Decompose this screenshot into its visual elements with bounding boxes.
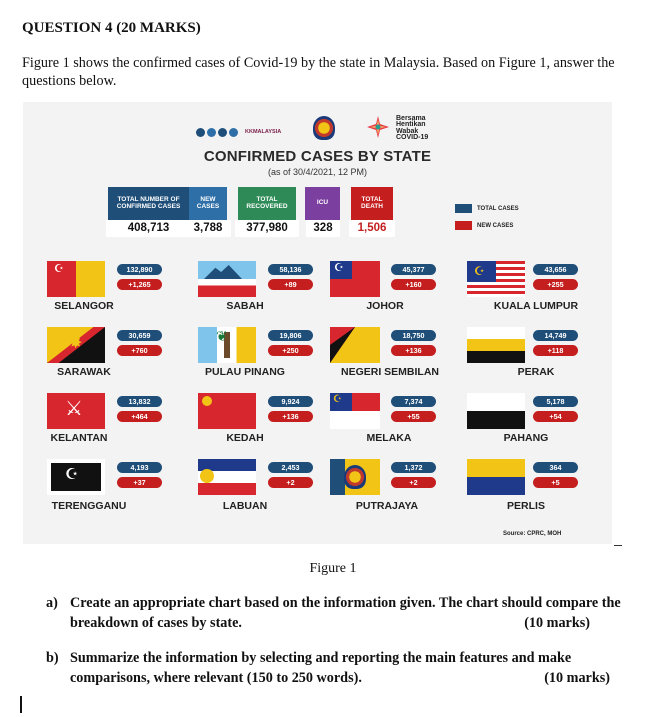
flag-kedah [198, 393, 256, 429]
legend-label-total: TOTAL CASES [477, 206, 519, 212]
state-total: 58,136 [268, 264, 313, 275]
summary-value-total: 408,713 [106, 220, 191, 237]
logo-line: Bersama [396, 115, 426, 122]
legend-label-new: NEW CASES [477, 223, 514, 229]
flag-putrajaya [330, 459, 380, 495]
state-total: 19,806 [268, 330, 313, 341]
state-new: +464 [117, 411, 162, 422]
state-total: 45,377 [391, 264, 436, 275]
state-new: +1,265 [117, 279, 162, 290]
flag-selangor: ☪ [47, 261, 105, 297]
summary-box-recovered [238, 187, 296, 220]
state-name: LABUAN [222, 500, 268, 512]
logo-line: Hentikan [396, 121, 426, 129]
social-icon [207, 128, 216, 137]
state-new: +2 [268, 477, 313, 488]
state-name: PERAK [517, 366, 555, 378]
state-new: +89 [268, 279, 313, 290]
summary-label: ICU [316, 199, 329, 207]
summary-label: TOTAL RECOVERED [246, 195, 288, 210]
social-icon [218, 128, 227, 137]
task-text: Summarize the information by selecting and reporting the main features and make comparisons, where relevant (150 to 250 words). [70, 650, 572, 686]
state-total: 14,749 [533, 330, 578, 341]
state-name: MELAKA [366, 432, 412, 444]
figure-caption: Figure 1 [309, 561, 357, 576]
task-text: Create an appropriate chart based on the information given. The chart should compare the breakdown of cases by state. [70, 595, 621, 631]
state-total: 5,178 [533, 396, 578, 407]
state-name: NEGERI SEMBILAN [340, 366, 439, 378]
state-new: +5 [533, 477, 578, 488]
summary-box-total [108, 187, 189, 220]
state-name: KEDAH [226, 432, 264, 444]
flag-perlis [467, 459, 525, 495]
question-intro: Figure 1 shows the confirmed cases of Covid-19 by the state in Malaysia. Based on Figure 1, answer the questions below. [22, 55, 615, 89]
summary-label: TOTAL DEATH [361, 195, 383, 210]
state-new: +2 [391, 477, 436, 488]
state-new: +54 [533, 411, 578, 422]
state-new: +136 [391, 345, 436, 356]
state-total: 13,832 [117, 396, 162, 407]
flag-terengganu: ☪ [47, 459, 105, 495]
flag-sarawak: ✸ [47, 327, 105, 363]
task-b [46, 648, 630, 688]
state-total: 132,890 [117, 264, 162, 275]
flag-kuala-lumpur: ☪ [467, 261, 525, 297]
state-name: TERENGGANU [51, 500, 127, 512]
summary-label: TOTAL NUMBER OF CONFIRMED CASES [116, 195, 181, 210]
social-icon [196, 128, 205, 137]
summary-box-new [189, 187, 227, 220]
state-total: 18,750 [391, 330, 436, 341]
state-name: SARAWAK [57, 366, 111, 378]
summary-value-new: 3,788 [185, 220, 231, 237]
flag-negeri-sembilan [330, 327, 380, 363]
logo-row [23, 110, 612, 150]
state-total: 1,372 [391, 462, 436, 473]
state-new: +255 [533, 279, 578, 290]
summary-label: NEW CASES [196, 195, 220, 210]
state-name: SABAH [226, 300, 264, 312]
state-name: JOHOR [366, 300, 404, 312]
state-total: 4,193 [117, 462, 162, 473]
flag-melaka: ☪ [330, 393, 380, 429]
coat-of-arms-icon [313, 116, 335, 140]
logo-line: COVID-19 [396, 134, 429, 142]
state-name: PUTRAJAYA [355, 500, 419, 512]
state-name: SELANGOR [54, 300, 114, 312]
state-name: PAHANG [503, 432, 549, 444]
source-note: Source: CPRC, MOH [503, 531, 562, 537]
task-marks: (10 marks) [544, 670, 610, 686]
state-new: +136 [268, 411, 313, 422]
state-total: 30,659 [117, 330, 162, 341]
state-total: 7,374 [391, 396, 436, 407]
summary-value-icu: 328 [306, 220, 340, 237]
state-total: 364 [533, 462, 578, 473]
state-new: +118 [533, 345, 578, 356]
legend-swatch-new [455, 221, 472, 230]
task-marks: (10 marks) [524, 615, 590, 631]
flag-johor: ☪ [330, 261, 380, 297]
social-icon [229, 128, 238, 137]
state-name: KELANTAN [50, 432, 108, 444]
task-label: a) [46, 595, 58, 611]
state-total: 2,453 [268, 462, 313, 473]
summary-value-recovered: 377,980 [235, 220, 299, 237]
state-new: +37 [117, 477, 162, 488]
flag-pulau-pinang: ❦ [198, 327, 256, 363]
state-total: 9,924 [268, 396, 313, 407]
state-total: 43,656 [533, 264, 578, 275]
state-new: +250 [268, 345, 313, 356]
covid-infographic [23, 102, 612, 544]
flag-kelantan: ⚔ [47, 393, 105, 429]
summary-value-death: 1,506 [349, 220, 395, 237]
health-logo: KKMALAYSIA [245, 129, 282, 135]
state-new: +160 [391, 279, 436, 290]
summary-box-icu [305, 187, 340, 220]
flag-sabah [198, 261, 256, 297]
logo-line: Wabak [396, 127, 419, 135]
flag-labuan [198, 459, 256, 495]
state-name: PULAU PINANG [205, 366, 285, 378]
star-burst-icon [367, 116, 389, 138]
figure-title: CONFIRMED CASES BY STATE [203, 148, 432, 165]
task-a [46, 593, 630, 633]
figure-subtitle: (as of 30/4/2021, 12 PM) [267, 167, 368, 177]
state-name: PERLIS [507, 500, 545, 512]
question-title: QUESTION 4 (20 MARKS) [22, 20, 201, 36]
state-name: KUALA LUMPUR [493, 300, 579, 312]
flag-perak [467, 327, 525, 363]
bersama-logo-text [396, 116, 428, 142]
state-new: +760 [117, 345, 162, 356]
flag-pahang [467, 393, 525, 429]
state-new: +55 [391, 411, 436, 422]
text-cursor [20, 696, 22, 713]
task-label: b) [46, 650, 59, 666]
summary-box-death [351, 187, 393, 220]
divider [614, 545, 622, 546]
legend-swatch-total [455, 204, 472, 213]
